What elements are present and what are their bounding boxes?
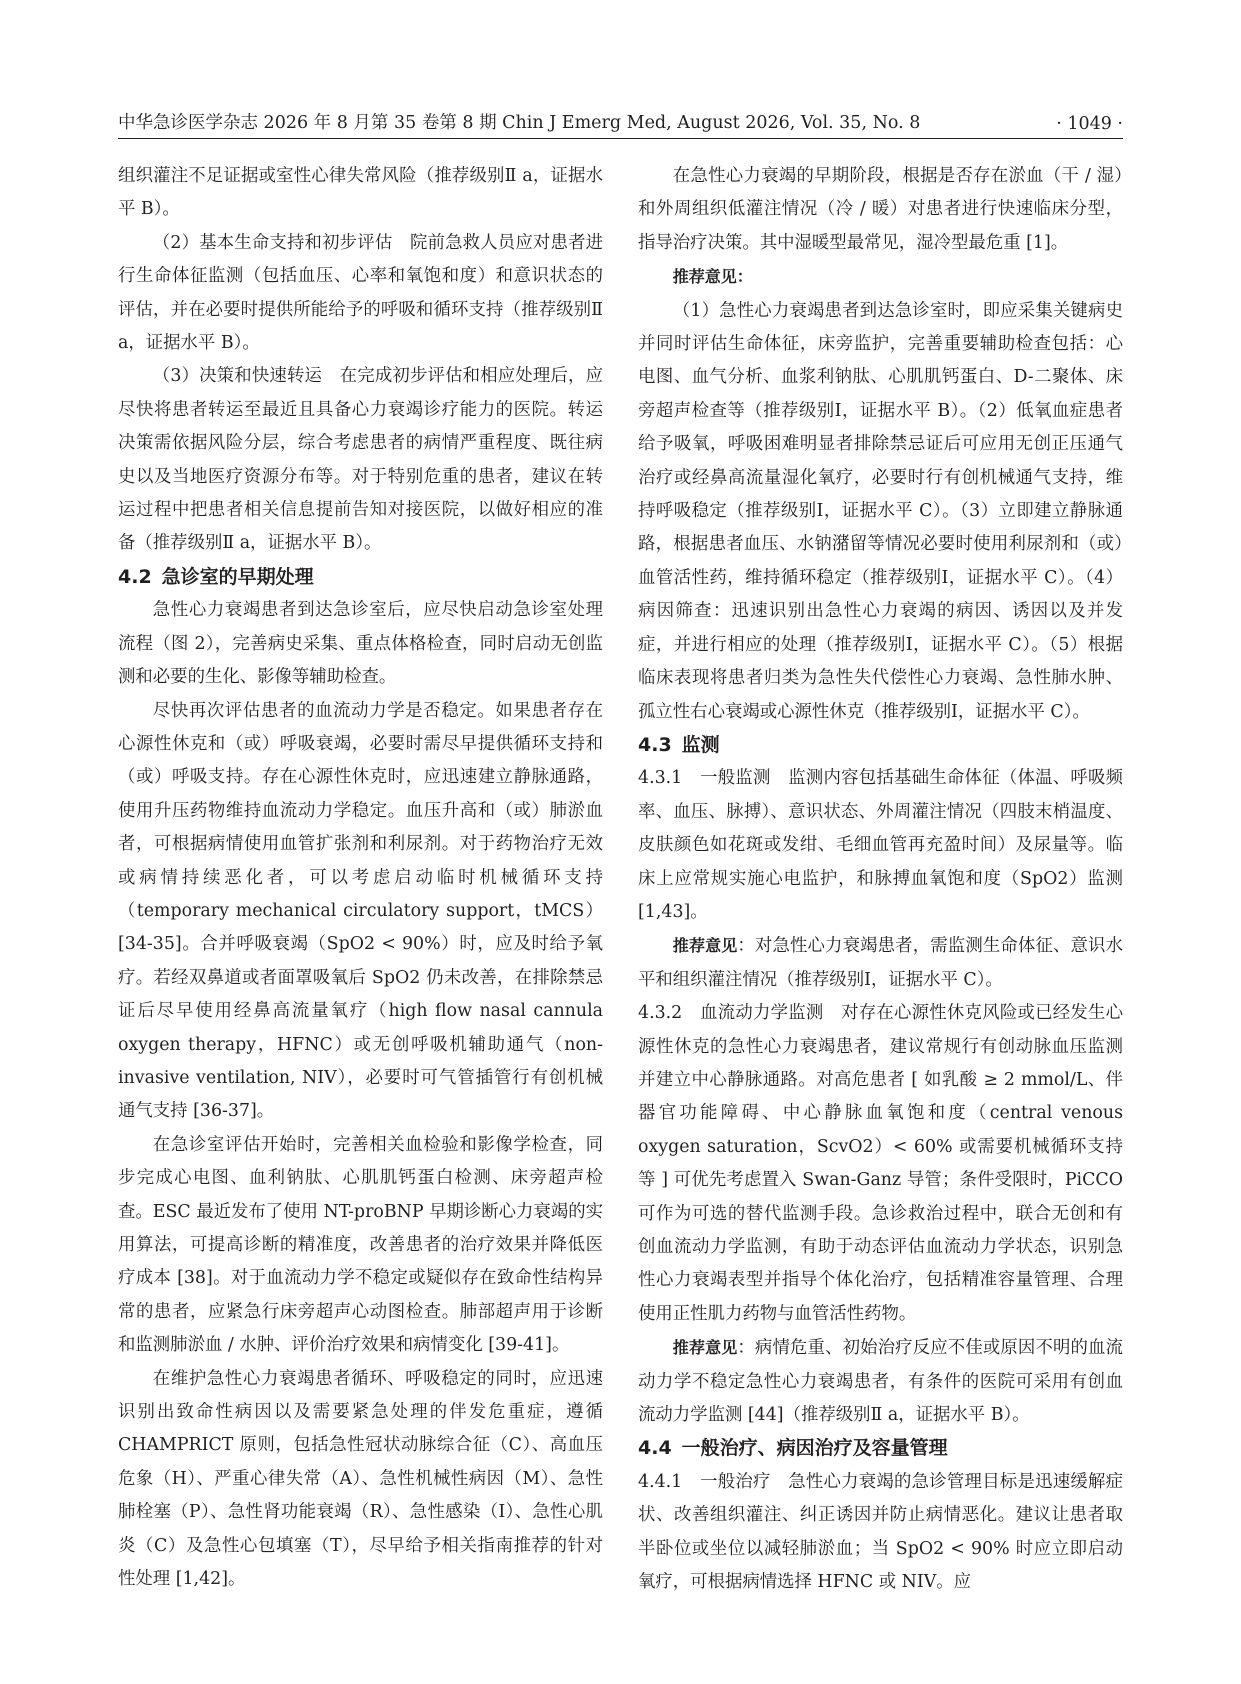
journal-citation: 中华急诊医学杂志 2026 年 8 月第 35 卷第 8 期 Chin J Emerg Med, August 2026, Vol. 35, No. 8 xyxy=(118,113,921,133)
paragraph: （3）决策和快速转运 在完成初步评估和相应处理后，应尽快将患者转运至最近且具备心力衰竭诊疗能力的医院。转运决策需依据风险分层，综合考虑患者的病情严重程度、既往病史以及当地医疗资源分布等。对于特别危重的患者，建议在转运过程中把患者相关信息提前告知对接医院，以做好相应的准备（推荐级别Ⅱ a，证据水平 B）。 xyxy=(118,366,603,554)
paragraph: （2）基本生命支持和初步评估 院前急救人员应对患者进行生命体征监测（包括血压、心率和氧饱和度）和意识状态的评估，并在必要时提供所能给予的呼吸和循环支持（推荐级别Ⅱ a，证据水平 B）。 xyxy=(118,232,603,354)
recommendation-text: （1）急性心力衰竭患者到达急诊室时，即应采集关键病史并同时评估生命体征，床旁监护，完善重要辅助检查包括：心电图、血气分析、血浆利钠肽、心肌肌钙蛋白、D-二聚体、床旁超声检查等（推荐级别Ⅰ，证据水平 B）。（2）低氧血症患者给予吸氧，呼吸困难明显者排除禁忌证后可应用无创正压通气治疗或经鼻高流量湿化氧疗，必要时行有创机械通气支持，维持呼吸稳定（推荐级别Ⅰ，证据水平 C）。（3）立即建立静脉通路，根据患者血压、水钠潴留等情况必要时使用利尿剂和（或）血管活性药，维持循环稳定（推荐级别Ⅰ，证据水平 C）。（4）病因筛查：迅速识别出急性心力衰竭的病因、诱因以及并发症，并进行相应的处理（推荐级别Ⅰ，证据水平 C）。（5）根据临床表现将患者归类为急性失代偿性心力衰竭、急性肺水肿、孤立性右心衰竭或心源性休克（推荐级别Ⅰ，证据水平 C）。 xyxy=(638,300,1123,722)
paragraph: 4.3.2 血流动力学监测 对存在心源性休克风险或已经发生心源性休克的急性心力衰竭患者，建议常规行有创动脉血压监测并建立中心静脉通路。对高危患者 [ 如乳酸 ≥ 2 mmol/L、伴器官功能障碍、中心静脉血氧饱和度（central venous oxygen saturation，ScvO2）< 60% 或需要机械循环支持等 ] 可优先考虑置入 Swan-Ganz 导管；条件受限时，PiCCO 可作为可选的替代监测手段。急诊救治过程中，联合无创和有创血流动力学监测，有助于动态评估血流动力学状态，识别急性心力衰竭表型并指导个体化治疗，包括精准容量管理、合理使用正性肌力药物与血管活性药物。 xyxy=(638,1003,1123,1324)
paragraph: 4.4.1 一般治疗 急性心力衰竭的急诊管理目标是迅速缓解症状、改善组织灌注、纠正诱因并防止病情恶化。建议让患者取半卧位或坐位以减轻肺淤血；当 SpO2 < 90% 时应立即启动氧疗，可根据病情选择 HFNC 或 NIV。应 xyxy=(638,1471,1123,1593)
section-heading-4-4: 4.4 一般治疗、病因治疗及容量管理 xyxy=(638,1437,948,1460)
running-header xyxy=(118,108,1123,139)
recommendation-label: 推荐意见： xyxy=(672,267,753,287)
page-number: · 1049 · xyxy=(1056,114,1123,134)
paragraph: 急性心力衰竭患者到达急诊室后，应尽快启动急诊室处理流程（图 2），完善病史采集、重点体格检查，同时启动无创监测和必要的生化、影像等辅助检查。 xyxy=(118,600,603,688)
right-column xyxy=(638,160,1123,1599)
recommendation-paragraph: 推荐意见：病情危重、初始治疗反应不佳或原因不明的血流动力学不稳定急性心力衰竭患者，有条件的医院可采用有创血流动力学监测 [44]（推荐级别Ⅱ a，证据水平 B）。 xyxy=(638,1338,1123,1426)
paragraph: 尽快再次评估患者的血流动力学是否稳定。如果患者存在心源性休克和（或）呼吸衰竭，必要时需尽早提供循环支持和（或）呼吸支持。存在心源性休克时，应迅速建立静脉通路，使用升压药物维持血流动力学稳定。血压升高和（或）肺淤血者，可根据病情使用血管扩张剂和利尿剂。对于药物治疗无效或病情持续恶化者，可以考虑启动临时机械循环支持（temporary mechanical circulatory support，tMCS）[34-35]。合并呼吸衰竭（SpO2 < 90%）时，应及时给予氧疗。若经双鼻道或者面罩吸氧后 SpO2 仍未改善，在排除禁忌证后尽早使用经鼻高流量氧疗（high flow nasal cannula oxygen therapy，HFNC）或无创呼吸机辅助通气（non-invasive ventilation, NIV），必要时可气管插管行有创机械通气支持 [36-37]。 xyxy=(118,700,603,1122)
paragraph: 在急诊室评估开始时，完善相关血检验和影像学检查，同步完成心电图、血利钠肽、心肌肌钙蛋白检测、床旁超声检查。ESC 最近发布了使用 NT-proBNP 早期诊断心力衰竭的实用算法，可提高诊断的精准度，改善患者的治疗效果并降低医疗成本 [38]。对于血流动力学不稳定或疑似存在致命性结构异常的患者，应紧急行床旁超声心动图检查。肺部超声用于诊断和监测肺淤血 / 水肿、评价治疗效果和病情变化 [39-41]。 xyxy=(118,1134,603,1356)
paragraph: 4.3.1 一般监测 监测内容包括基础生命体征（体温、呼吸频率、血压、脉搏）、意识状态、外周灌注情况（四肢末梢温度、皮肤颜色如花斑或发绀、毛细血管再充盈时间）及尿量等。临床上应常规实施心电监护，和脉搏血氧饱和度（SpO2）监测 [1,43]。 xyxy=(638,768,1123,922)
paragraph: 在维护急性心力衰竭患者循环、呼吸稳定的同时，应迅速识别出致命性病因以及需要紧急处理的伴发危重症，遵循 CHAMPRICT 原则，包括急性冠状动脉综合征（C）、高血压危象（H）、严重心律失常（A）、急性机械性病因（M）、急性肺栓塞（P）、急性肾功能衰竭（R）、急性感染（I）、急性心肌炎（C）及急性心包填塞（T），尽早给予相关指南推荐的针对性处理 [1,42]。 xyxy=(118,1368,603,1590)
section-heading-4-3: 4.3 监测 xyxy=(638,733,720,756)
recommendation-paragraph: 推荐意见：对急性心力衰竭患者，需监测生命体征、意识水平和组织灌注情况（推荐级别Ⅰ，证据水平 C）。 xyxy=(638,936,1123,990)
paragraph: 组织灌注不足证据或室性心律失常风险（推荐级别Ⅱ a，证据水平 B）。 xyxy=(118,166,603,220)
section-heading-4-2: 4.2 急诊室的早期处理 xyxy=(118,565,314,588)
paragraph: 在急性心力衰竭的早期阶段，根据是否存在淤血（干 / 湿）和外周组织低灌注情况（冷 / 暖）对患者进行快速临床分型，指导治疗决策。其中湿暖型最常见，湿冷型最危重 [1]。 xyxy=(638,166,1123,253)
left-column xyxy=(118,160,603,1596)
